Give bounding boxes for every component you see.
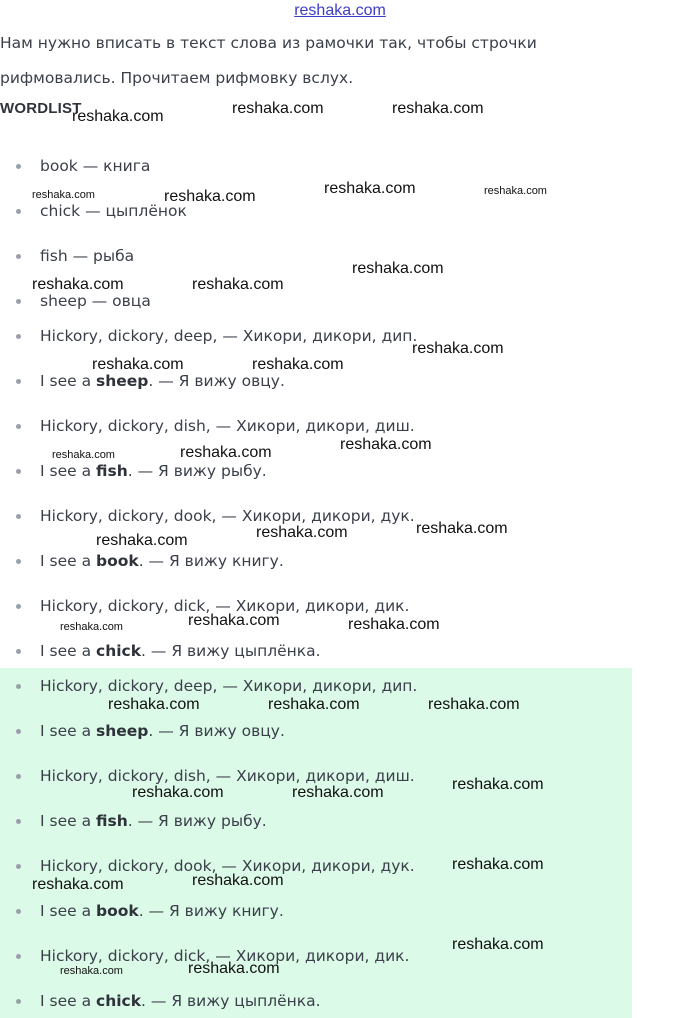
answer-word: sheep bbox=[96, 372, 149, 390]
watermark-text: reshaka.com bbox=[428, 696, 520, 713]
bullet-icon bbox=[16, 649, 21, 654]
watermark-text: reshaka.com bbox=[72, 108, 164, 125]
verse-answer-text: I see a book. — Я вижу книгу. bbox=[40, 552, 284, 570]
verse-answer-text: I see a chick. — Я вижу цыплёнка. bbox=[40, 642, 321, 660]
watermark-text: reshaka.com bbox=[60, 965, 123, 977]
watermark-text: reshaka.com bbox=[252, 356, 344, 373]
answer-text: I see a sheep. — Я вижу овцу. bbox=[40, 722, 285, 740]
verse-rhyme-text: Hickory, dickory, deep, — Хикори, дикори, дип. bbox=[40, 327, 418, 345]
answer-text: I see a book. — Я вижу книгу. bbox=[40, 902, 284, 920]
intro-line-1: Нам нужно вписать в текст слова из рамочки так, чтобы строчки bbox=[0, 34, 537, 52]
bullet-icon bbox=[16, 164, 21, 169]
answer-word: sheep bbox=[96, 722, 149, 740]
wordlist-heading: WORDLIST bbox=[0, 100, 82, 117]
bullet-icon bbox=[16, 864, 21, 869]
answer-word: chick bbox=[96, 992, 142, 1010]
watermark-text: reshaka.com bbox=[452, 856, 544, 873]
bullet-icon bbox=[16, 684, 21, 689]
watermark-text: reshaka.com bbox=[32, 189, 95, 201]
watermark-text: reshaka.com bbox=[188, 612, 280, 629]
watermark-text: reshaka.com bbox=[340, 436, 432, 453]
watermark-text: reshaka.com bbox=[32, 276, 124, 293]
verse-rhyme-text: Hickory, dickory, dook, — Хикори, дикори, дук. bbox=[40, 507, 415, 525]
watermark-text: reshaka.com bbox=[452, 776, 544, 793]
bullet-icon bbox=[16, 299, 21, 304]
bullet-icon bbox=[16, 774, 21, 779]
intro-paragraph bbox=[0, 26, 600, 96]
watermark-text: reshaka.com bbox=[392, 100, 484, 117]
bullet-icon bbox=[16, 514, 21, 519]
verse-answer-text: I see a sheep. — Я вижу овцу. bbox=[40, 372, 285, 390]
watermark-text: reshaka.com bbox=[60, 621, 123, 633]
answer-text: I see a fish. — Я вижу рыбу. bbox=[40, 812, 267, 830]
intro-line-2: рифмовались. Прочитаем рифмовку вслух. bbox=[0, 69, 354, 87]
site-link[interactable]: reshaka.com bbox=[294, 2, 386, 19]
answer-word: fish bbox=[96, 812, 128, 830]
bullet-icon bbox=[16, 909, 21, 914]
watermark-text: reshaka.com bbox=[452, 936, 544, 953]
watermark-text: reshaka.com bbox=[32, 876, 124, 893]
answer-word: chick bbox=[96, 642, 142, 660]
bullet-icon bbox=[16, 334, 21, 339]
bullet-icon bbox=[16, 604, 21, 609]
watermark-text: reshaka.com bbox=[164, 188, 256, 205]
watermark-text: reshaka.com bbox=[96, 532, 188, 549]
wordlist-item-text: fish — рыба bbox=[40, 247, 135, 265]
wordlist-item-text: chick — цыплёнок bbox=[40, 202, 187, 220]
watermark-text: reshaka.com bbox=[416, 520, 508, 537]
answer-word: book bbox=[96, 552, 139, 570]
bullet-icon bbox=[16, 559, 21, 564]
watermark-text: reshaka.com bbox=[108, 696, 200, 713]
watermark-text: reshaka.com bbox=[52, 449, 115, 461]
bullet-icon bbox=[16, 819, 21, 824]
watermark-text: reshaka.com bbox=[180, 444, 272, 461]
watermark-text: reshaka.com bbox=[348, 616, 440, 633]
verse-rhyme-text: Hickory, dickory, dick, — Хикори, дикори, дик. bbox=[40, 597, 410, 615]
watermark-text: reshaka.com bbox=[192, 872, 284, 889]
watermark-text: reshaka.com bbox=[256, 524, 348, 541]
wordlist-item-text: book — книга bbox=[40, 157, 151, 175]
answer-text: I see a chick. — Я вижу цыплёнка. bbox=[40, 992, 321, 1010]
verse-answer-text: I see a fish. — Я вижу рыбу. bbox=[40, 462, 267, 480]
answer-rhyme-text: Hickory, dickory, dish, — Хикори, дикори, диш. bbox=[40, 767, 415, 785]
bullet-icon bbox=[16, 469, 21, 474]
watermark-text: reshaka.com bbox=[484, 185, 547, 197]
wordlist-item-text: sheep — овца bbox=[40, 292, 151, 310]
answer-rhyme-text: Hickory, dickory, deep, — Хикори, дикори, дип. bbox=[40, 677, 418, 695]
watermark-text: reshaka.com bbox=[292, 784, 384, 801]
bullet-icon bbox=[16, 954, 21, 959]
watermark-text: reshaka.com bbox=[352, 260, 444, 277]
answer-rhyme-text: Hickory, dickory, dick, — Хикори, дикори, дик. bbox=[40, 947, 410, 965]
watermark-text: reshaka.com bbox=[92, 356, 184, 373]
watermark-text: reshaka.com bbox=[232, 100, 324, 117]
watermark-text: reshaka.com bbox=[268, 696, 360, 713]
bullet-icon bbox=[16, 729, 21, 734]
answer-rhyme-text: Hickory, dickory, dook, — Хикори, дикори, дук. bbox=[40, 857, 415, 875]
bullet-icon bbox=[16, 424, 21, 429]
watermark-text: reshaka.com bbox=[188, 960, 280, 977]
bullet-icon bbox=[16, 209, 21, 214]
watermark-text: reshaka.com bbox=[132, 784, 224, 801]
verse-rhyme-text: Hickory, dickory, dish, — Хикори, дикори, диш. bbox=[40, 417, 415, 435]
bullet-icon bbox=[16, 254, 21, 259]
bullet-icon bbox=[16, 999, 21, 1004]
answer-word: fish bbox=[96, 462, 128, 480]
bullet-icon bbox=[16, 379, 21, 384]
watermark-text: reshaka.com bbox=[324, 180, 416, 197]
answer-word: book bbox=[96, 902, 139, 920]
watermark-text: reshaka.com bbox=[192, 276, 284, 293]
watermark-text: reshaka.com bbox=[412, 340, 504, 357]
